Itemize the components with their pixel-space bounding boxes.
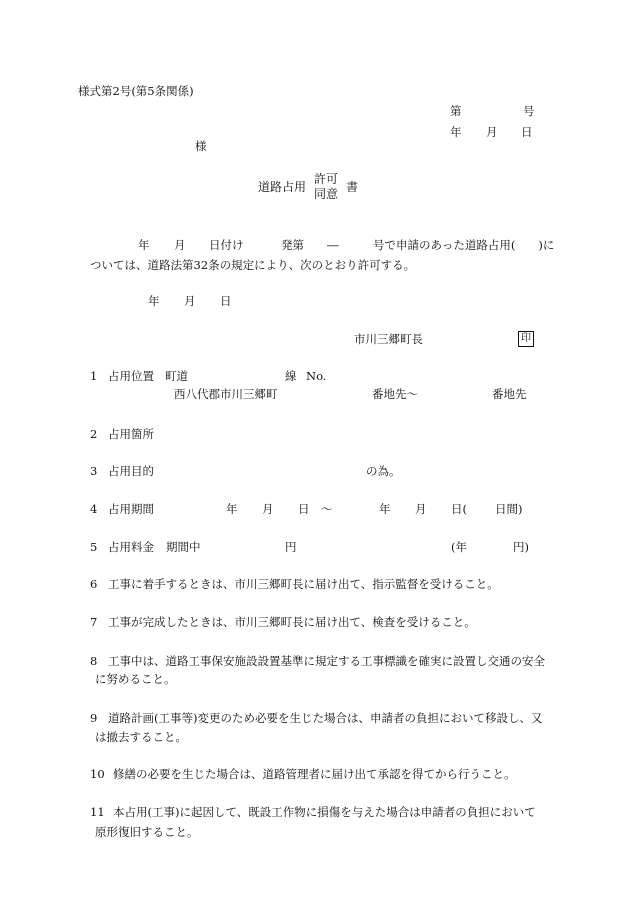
- intro-day: 日付け: [209, 238, 244, 252]
- title-prefix: 道路占用: [258, 180, 307, 194]
- item2-label: 占用箇所: [108, 427, 154, 441]
- intro-line2: ついては、道路法第32条の規定により、次のとおり許可する。: [90, 258, 416, 272]
- header-year: 年: [450, 125, 462, 139]
- item3-label: 占用目的: [108, 464, 154, 478]
- item8-number: 8: [90, 654, 98, 668]
- item10-number: 10: [90, 767, 105, 781]
- item11-line2: 原形復旧すること。: [95, 825, 199, 839]
- item4-number: 4: [90, 502, 98, 516]
- item1-road-type: 町道: [165, 369, 188, 383]
- date-year: 年: [148, 294, 160, 308]
- item9-line1: 道路計画(工事等)変更のため必要を生じた場合は、申請者の負担において移設し、又: [108, 711, 543, 725]
- item4-month-from: 月: [262, 502, 274, 516]
- item4-year-from: 年: [226, 502, 238, 516]
- item9-number: 9: [90, 711, 98, 725]
- item5-yen: 円: [285, 540, 297, 554]
- item8-line1: 工事中は、道路工事保安施設設置基準に規定する工事標識を確実に設置し交通の安全: [108, 654, 545, 668]
- item4-year-to: 年: [379, 502, 391, 516]
- item5-number: 5: [90, 540, 98, 554]
- item1-banchi-to: 番地先: [492, 387, 527, 401]
- date-month: 月: [184, 294, 196, 308]
- item9-line2: は撤去すること。: [95, 730, 187, 744]
- title-option-permission: 許可: [314, 172, 339, 186]
- item4-month-to: 月: [415, 502, 427, 516]
- item4-days: 日間): [495, 502, 523, 516]
- item5-label: 占用料金: [108, 540, 154, 554]
- intro-dash: ―: [327, 238, 339, 252]
- title-suffix: 書: [346, 180, 359, 194]
- item1-label: 占用位置: [108, 369, 154, 383]
- item7-number: 7: [90, 615, 98, 629]
- item7-text: 工事が完成したときは、市川三郷町長に届け出て、検査を受けること。: [108, 615, 476, 629]
- header-month: 月: [486, 125, 498, 139]
- item11-number: 11: [90, 805, 105, 819]
- signer-name: 市川三郷町長: [354, 332, 423, 346]
- doc-number-go: 号: [523, 104, 535, 118]
- item5-annual: (年: [451, 540, 467, 554]
- header-day: 日: [521, 125, 533, 139]
- seal-mark: 印: [518, 331, 534, 347]
- item4-day-from: 日: [298, 502, 310, 516]
- item1-no: No.: [306, 369, 327, 383]
- item3-number: 3: [90, 464, 98, 478]
- item5-annual-yen: 円): [513, 540, 529, 554]
- item1-address: 西八代郡市川三郷町: [174, 387, 278, 401]
- item6-number: 6: [90, 577, 98, 591]
- intro-hatsudai: 発第: [281, 238, 304, 252]
- intro-year: 年: [138, 238, 150, 252]
- date-day: 日: [220, 294, 232, 308]
- item1-number: 1: [90, 369, 98, 383]
- form-number: 様式第2号(第5条関係): [78, 84, 194, 98]
- item4-tilde: ～: [321, 502, 333, 516]
- item4-label: 占用期間: [108, 502, 154, 516]
- item1-line: 線: [285, 369, 297, 383]
- item1-banchi-from: 番地先～: [372, 387, 418, 401]
- item2-number: 2: [90, 427, 98, 441]
- addressee-sama: 様: [195, 139, 207, 153]
- item5-period: 期間中: [166, 540, 201, 554]
- title-option-consent: 同意: [314, 187, 339, 201]
- item4-day-to: 日(: [451, 502, 467, 516]
- doc-number-dai: 第: [450, 104, 462, 118]
- item10-text: 修繕の必要を生じた場合は、道路管理者に届け出て承認を得てから行うこと。: [113, 767, 516, 781]
- item6-text: 工事に着手するときは、市川三郷町長に届け出て、指示監督を受けること。: [108, 577, 499, 591]
- intro-month: 月: [174, 238, 186, 252]
- item8-line2: に努めること。: [95, 672, 176, 686]
- item3-suffix: の為。: [366, 464, 401, 478]
- intro-go-text: 号で申請のあった道路占用( )に: [373, 238, 555, 252]
- item11-line1: 本占用(工事)に起因して、既設工作物に損傷を与えた場合は申請者の負担において: [113, 805, 536, 819]
